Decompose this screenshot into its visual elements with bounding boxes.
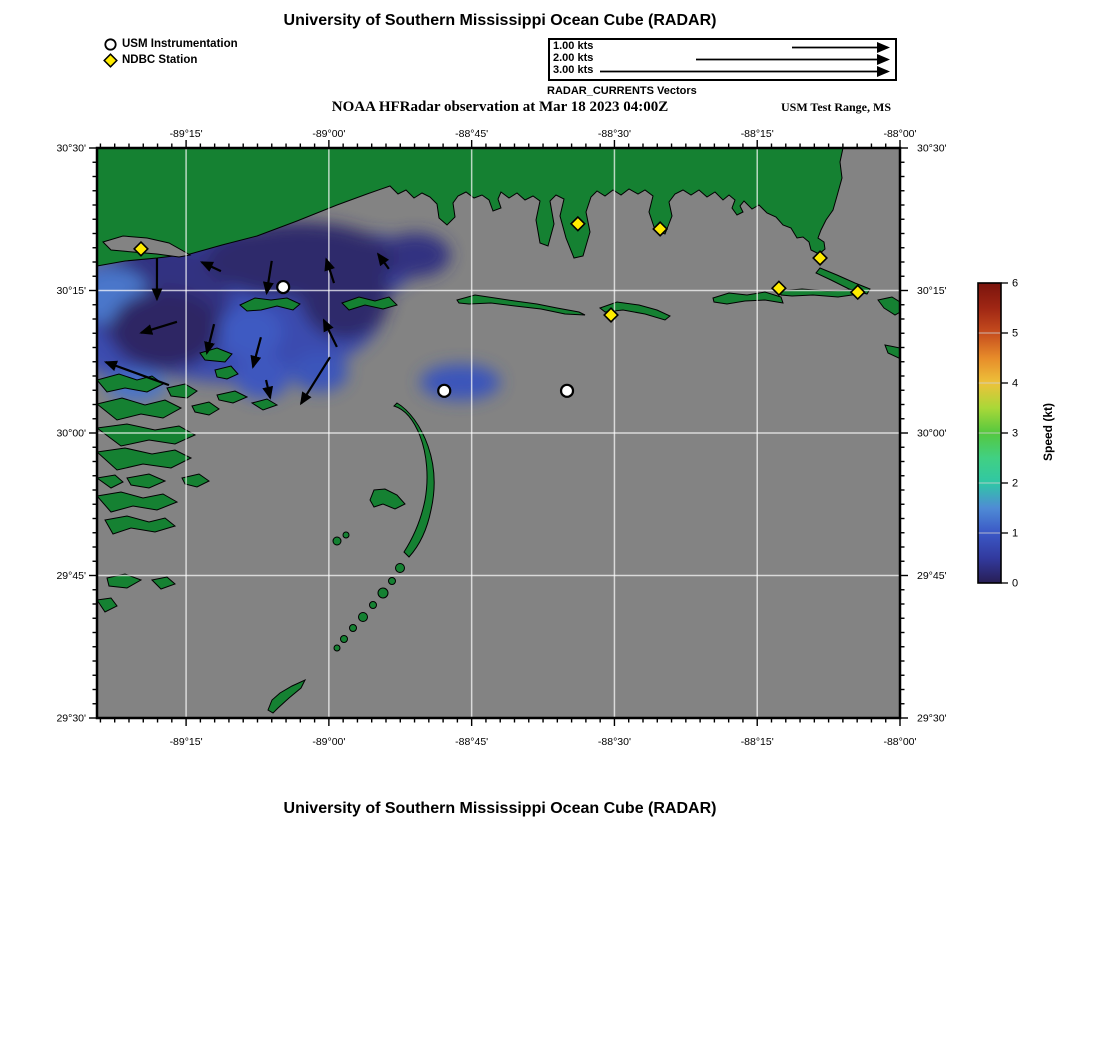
observation-subtitle: NOAA HFRadar observation at Mar 18 2023 04:00Z bbox=[331, 99, 669, 115]
islet bbox=[396, 564, 405, 573]
usm-station-marker bbox=[277, 281, 289, 293]
legend-item-ndbc bbox=[103, 52, 238, 68]
footer-title: University of Southern Mississippi Ocean Cube (RADAR) bbox=[283, 800, 717, 817]
y-axis-label-right: 30°15' bbox=[917, 285, 947, 297]
islet bbox=[359, 613, 368, 622]
x-axis-label-bottom: -88°30' bbox=[597, 736, 631, 748]
x-axis-label-top: -88°30' bbox=[597, 128, 631, 140]
x-axis-label-bottom: -88°45' bbox=[455, 736, 489, 748]
region-label: USM Test Range, MS bbox=[780, 100, 891, 114]
scale-entry-label: 1.00 kts bbox=[553, 39, 594, 52]
y-axis-label-right: 30°00' bbox=[917, 427, 947, 440]
y-axis-label-right: 29°45' bbox=[917, 570, 947, 582]
x-axis-label-top: -88°45' bbox=[455, 128, 489, 140]
vector-scale-box bbox=[548, 38, 897, 81]
page-title: University of Southern Mississippi Ocean Cube (RADAR) bbox=[283, 12, 717, 29]
colorbar-axis-label: Speed (kt) bbox=[1041, 403, 1055, 462]
colorbar-tick-label: 3 bbox=[1012, 427, 1019, 440]
islet bbox=[378, 588, 388, 598]
y-axis-label-left: 29°45' bbox=[56, 570, 86, 582]
x-axis-label-top: -88°15' bbox=[740, 128, 774, 140]
colorbar-tick-label: 4 bbox=[1012, 377, 1019, 390]
islet bbox=[341, 636, 348, 643]
islet bbox=[389, 578, 396, 585]
speed-patch bbox=[234, 355, 290, 399]
speed-patch bbox=[300, 250, 390, 340]
islet bbox=[334, 645, 340, 651]
colorbar bbox=[978, 278, 1018, 590]
x-axis-label-bottom: -89°15' bbox=[169, 736, 203, 748]
y-axis-label-left: 30°15' bbox=[56, 285, 86, 297]
usm-station-marker bbox=[561, 385, 573, 397]
colorbar-tick-label: 0 bbox=[1012, 577, 1019, 590]
ndbc-diamond-icon bbox=[103, 53, 118, 68]
islet bbox=[333, 537, 341, 545]
usm-circle-icon bbox=[103, 37, 118, 52]
x-axis-label-bottom: -88°00' bbox=[883, 736, 917, 748]
x-axis-label-bottom: -88°15' bbox=[740, 736, 774, 748]
islet bbox=[343, 532, 349, 538]
islet bbox=[350, 625, 357, 632]
colorbar-tick-label: 6 bbox=[1012, 277, 1019, 290]
marker-legend bbox=[103, 36, 238, 68]
y-axis-label-right: 30°30' bbox=[917, 142, 947, 155]
y-axis-label-left: 29°30' bbox=[56, 712, 86, 725]
colorbar-tick-label: 5 bbox=[1012, 327, 1019, 340]
vector-scale-caption: RADAR_CURRENTS Vectors bbox=[547, 85, 697, 97]
y-axis-label-left: 30°30' bbox=[56, 142, 86, 155]
usm-station-marker bbox=[438, 385, 450, 397]
islet bbox=[370, 602, 377, 609]
x-axis-label-top: -88°00' bbox=[883, 128, 917, 140]
y-axis-label-right: 29°30' bbox=[917, 712, 947, 725]
speed-patch bbox=[218, 306, 282, 358]
y-axis-label-left: 30°00' bbox=[56, 427, 86, 440]
colorbar-tick-label: 1 bbox=[1012, 527, 1019, 540]
speed-patch bbox=[420, 364, 500, 400]
scale-entry-label: 3.00 kts bbox=[553, 63, 594, 76]
legend-label: USM Instrumentation bbox=[122, 37, 238, 50]
legend-item-usm bbox=[103, 36, 238, 52]
colorbar-tick-label: 2 bbox=[1012, 477, 1019, 490]
legend-label: NDBC Station bbox=[122, 53, 198, 66]
scale-entry-label: 2.00 kts bbox=[553, 51, 594, 64]
x-axis-label-bottom: -89°00' bbox=[312, 736, 346, 748]
x-axis-label-top: -89°15' bbox=[169, 128, 203, 140]
x-axis-label-top: -89°00' bbox=[312, 128, 346, 140]
